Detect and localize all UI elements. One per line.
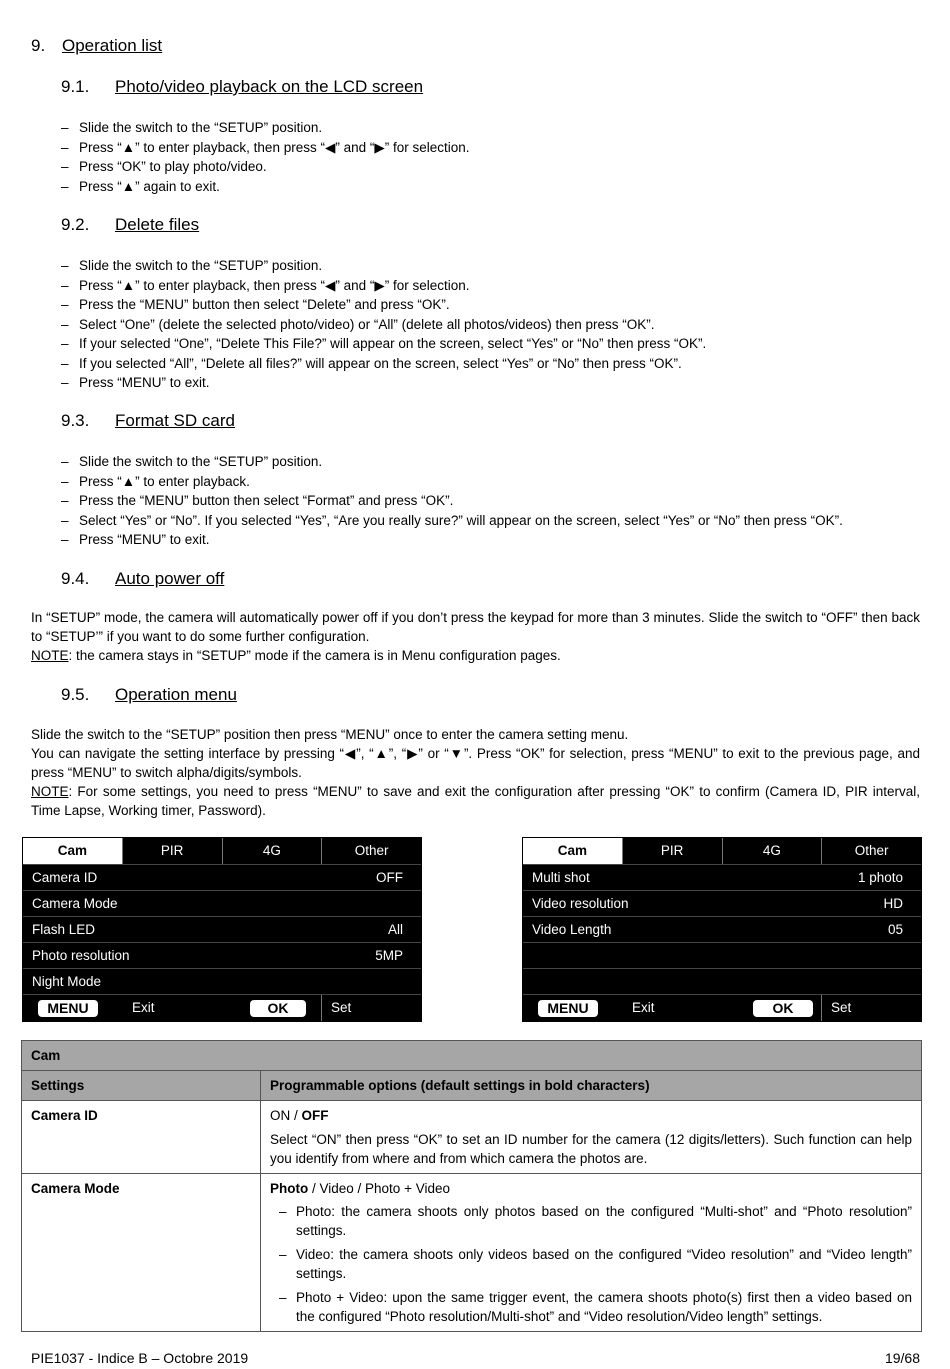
ok-key[interactable]: OK [250, 1000, 306, 1017]
menu-key[interactable]: MENU [38, 1000, 98, 1017]
option-values: Photo / Video / Photo + Video [270, 1181, 450, 1196]
list-item: – Press “MENU” to exit. [61, 375, 210, 390]
subsection-heading-9-4 [61, 569, 224, 589]
tab-cam[interactable]: Cam [523, 838, 622, 864]
note: NOTE: the camera stays in “SETUP” mode if the camera is in Menu configuration pages. [31, 648, 561, 663]
setting-options [261, 1101, 922, 1174]
tab-4g[interactable]: 4G [222, 838, 322, 864]
list-item: – Slide the switch to the “SETUP” position. [61, 120, 323, 135]
tab-4g[interactable]: 4G [722, 838, 822, 864]
section-title: Operation list [62, 36, 163, 55]
menu-row[interactable]: Camera Mode [23, 890, 421, 916]
list-item: – Press “▲” to enter playback, then press “◀” and “▶” for selection. [61, 277, 470, 293]
list-item: – Slide the switch to the “SETUP” position. [61, 454, 323, 469]
table-row [22, 1174, 922, 1332]
paragraph-text: Slide the switch to the “SETUP” position then press “MENU” once to enter the camera setting menu. [31, 727, 629, 742]
table-title: Cam [22, 1041, 922, 1071]
menu-footer [523, 994, 921, 1020]
subsection-heading-9-3 [61, 411, 235, 431]
menu-row[interactable]: Video Length 05 [523, 916, 921, 942]
list-item: – If your selected “One”, “Delete This File?” will appear on the screen, select “Yes” or “No” then press “OK”. [61, 336, 707, 351]
tab-other[interactable]: Other [321, 838, 421, 864]
list-item: – Photo + Video: upon the same trigger event, the camera shoots photo(s) first then a video based on the configured “Photo resolution/Multi-shot” and “Video resolution/Video length” settings. [279, 1290, 912, 1324]
subsection-number: 9.4. [61, 569, 90, 588]
set-label: Set [331, 1000, 352, 1015]
subsection-heading-9-2 [61, 215, 199, 235]
list-9-2 [61, 256, 706, 393]
paragraph-text: You can navigate the setting interface by pressing “◀”, “▲”, “▶” or “▼”. Press “OK” for selection, press “MENU” to exit to the previous page, and press “MENU” to switch alpha/digits/symbols. [31, 746, 920, 780]
subsection-title: Format SD card [115, 411, 235, 430]
list-item: – Press “▲” again to exit. [61, 178, 220, 194]
table-row [22, 1101, 922, 1174]
menu-row[interactable] [523, 968, 921, 994]
set-label: Set [831, 1000, 852, 1015]
paragraph-9-5 [31, 725, 920, 820]
subsection-number: 9.2. [61, 215, 90, 234]
tab-cam[interactable]: Cam [23, 838, 122, 864]
setting-name: Camera Mode [22, 1174, 261, 1332]
exit-label: Exit [132, 1000, 155, 1015]
menu-row[interactable]: Video resolution HD [523, 890, 921, 916]
section-heading [31, 36, 162, 56]
menu-footer [23, 994, 421, 1020]
paragraph-text: In “SETUP” mode, the camera will automatically power off if you don’t press the keypad for more than 3 minutes. Slide the switch to “OFF” then back to “SETUP’” if you want to do some further configuration. [31, 610, 920, 644]
list-item: – Select “Yes” or “No”. If you selected “Yes”, “Are you really sure?” will appear on the screen, select “Yes” or “No” then press “OK”. [61, 512, 843, 528]
menu-key[interactable]: MENU [538, 1000, 598, 1017]
menu-tabs [23, 838, 421, 864]
list-item: – Press “MENU” to exit. [61, 532, 210, 547]
list-9-3 [61, 452, 843, 550]
subsection-heading-9-1 [61, 77, 423, 97]
subsection-title: Operation menu [115, 685, 237, 704]
footer-divider [321, 995, 322, 1021]
exit-label: Exit [632, 1000, 655, 1015]
menu-row[interactable]: Night Mode [23, 968, 421, 994]
column-header-settings: Settings [22, 1071, 261, 1101]
table-title-row [22, 1041, 922, 1071]
footer-divider [821, 995, 822, 1021]
list-item: – Press “▲” to enter playback, then press “◀” and “▶” for selection. [61, 139, 470, 155]
subsection-number: 9.3. [61, 411, 90, 430]
section-number: 9. [31, 36, 46, 55]
subsection-title: Auto power off [115, 569, 225, 588]
tab-pir[interactable]: PIR [622, 838, 722, 864]
camera-menu-screen-2 [522, 837, 922, 1022]
list-item: – Video: the camera shoots only videos based on the configured “Video resolution” and “Video length” settings. [279, 1247, 912, 1281]
menu-row[interactable]: Flash LED All [23, 916, 421, 942]
subsection-number: 9.1. [61, 77, 90, 96]
subsection-title: Photo/video playback on the LCD screen [115, 77, 424, 96]
setting-name: Camera ID [22, 1101, 261, 1174]
footer-document-ref: PIE1037 - Indice B – Octobre 2019 [31, 1350, 249, 1366]
list-item: – Select “One” (delete the selected photo/video) or “All” (delete all photos/videos) then press “OK”. [61, 316, 655, 332]
option-values: ON / OFF [270, 1108, 329, 1123]
footer-page-number: 19/68 [884, 1350, 920, 1366]
subsection-heading-9-5 [61, 685, 237, 705]
ok-key[interactable]: OK [753, 1000, 813, 1017]
list-item: – Photo: the camera shoots only photos based on the configured “Multi-shot” and “Photo resolution” settings. [279, 1204, 912, 1238]
column-header-options: Programmable options (default settings in bold characters) [261, 1071, 922, 1101]
subsection-number: 9.5. [61, 685, 90, 704]
list-9-1 [61, 118, 470, 196]
menu-row[interactable]: Multi shot 1 photo [523, 864, 921, 890]
option-description: Select “ON” then press “OK” to set an ID number for the camera (12 digits/letters). Such function can help you identify from where and from which camera the photos are. [270, 1132, 912, 1166]
list-item: – Press “OK” to play photo/video. [61, 159, 267, 174]
option-list [270, 1202, 912, 1326]
tab-other[interactable]: Other [821, 838, 921, 864]
menu-row[interactable]: Photo resolution 5MP [23, 942, 421, 968]
list-item: – Press “▲” to enter playback. [61, 473, 250, 489]
tab-pir[interactable]: PIR [122, 838, 222, 864]
list-item: – Press the “MENU” button then select “Format” and press “OK”. [61, 493, 454, 508]
list-item: – If you selected “All”, “Delete all files?” will appear on the screen, select “Yes” or “No” then press “OK”. [61, 355, 682, 371]
paragraph-9-4 [31, 608, 920, 665]
setting-options [261, 1174, 922, 1332]
camera-menu-screen-1 [22, 837, 422, 1022]
subsection-title: Delete files [115, 215, 200, 234]
cam-settings-table [21, 1040, 922, 1332]
table-header-row [22, 1071, 922, 1101]
list-item: – Slide the switch to the “SETUP” position. [61, 258, 323, 273]
menu-row[interactable] [523, 942, 921, 968]
menu-row[interactable]: Camera ID OFF [23, 864, 421, 890]
menu-tabs [523, 838, 921, 864]
list-item: – Press the “MENU” button then select “Delete” and press “OK”. [61, 297, 450, 312]
note: NOTE: For some settings, you need to press “MENU” to save and exit the configuration after pressing “OK” to confirm (Camera ID, PIR interval, Time Lapse, Working timer, Password). [31, 784, 920, 818]
